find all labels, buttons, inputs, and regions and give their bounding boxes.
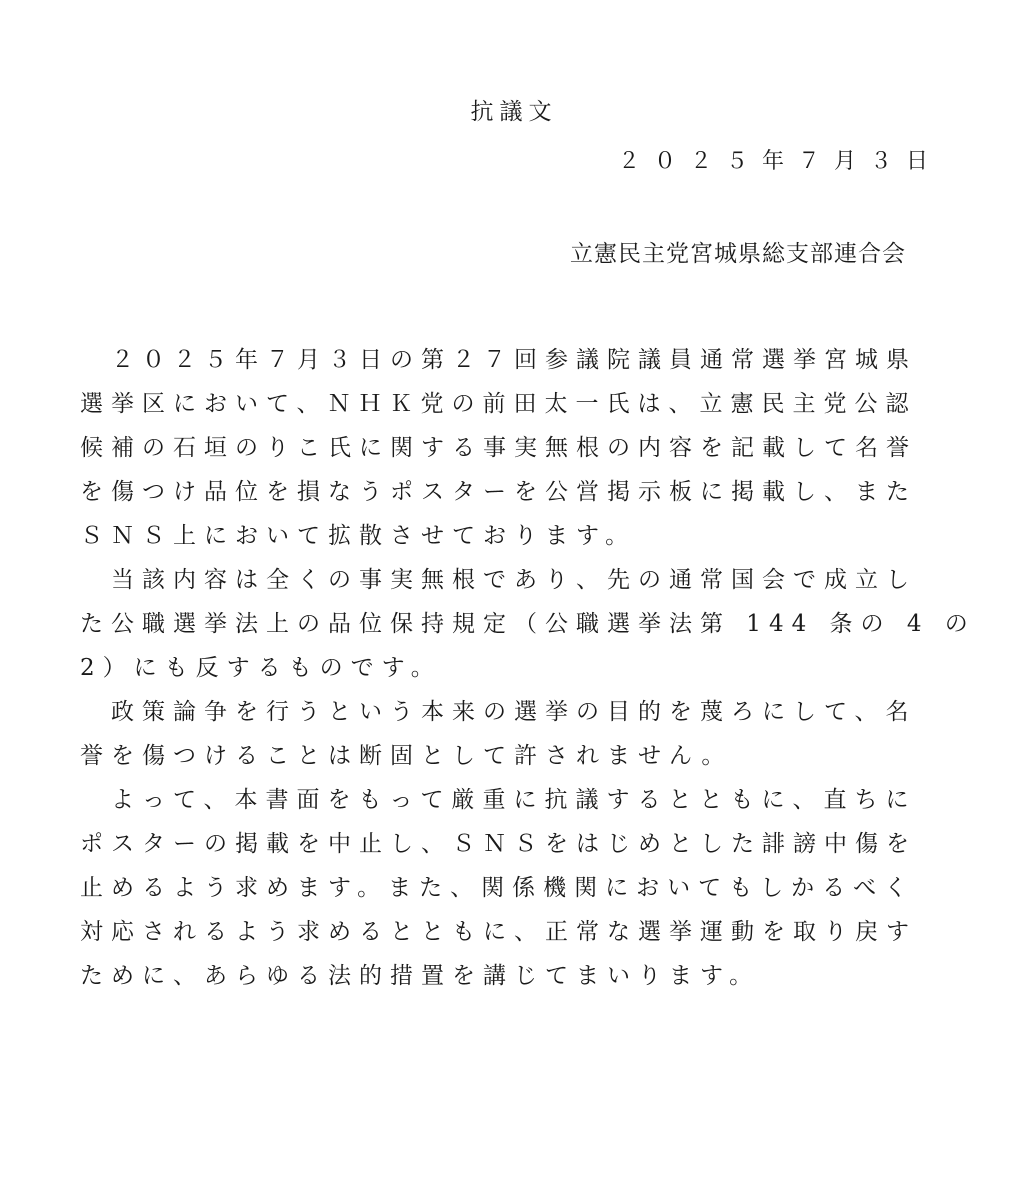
document-body [80,338,976,998]
text-line: 止めるよう求めます。また、関係機関においてもしかるべく [80,875,916,901]
text-line: ２０２５年７月３日の第２７回参議院議員通常選挙宮城県 [80,347,917,373]
text-line: を傷つけ品位を損なうポスターを公営掲示板に掲載し、また [80,479,917,505]
text-line: よって、本書面をもって厳重に抗議するとともに、直ちに [80,787,917,813]
text-line: た公職選挙法上の品位保持規定（公職選挙法第 144 条の 4 の [80,611,976,637]
paragraph-4 [80,778,950,998]
document-title: 抗議文 [470,99,558,125]
text-line: 2）にも反するものです。 [80,655,442,681]
text-line: ポスターの掲載を中止し、ＳＮＳをはじめとした誹謗中傷を [80,831,917,857]
text-line: 誉を傷つけることは断固として許されません。 [80,743,733,769]
text-line: 候補の石垣のりこ氏に関する事実無根の内容を記載して名誉 [80,435,917,461]
text-line: 政策論争を行うという本来の選挙の目的を蔑ろにして、名 [80,699,917,725]
issuing-organization: 立憲民主党宮城県総支部連合会 [570,241,906,267]
text-line: 対応されるよう求めるとともに、正常な選挙運動を取り戻す [80,919,917,945]
text-line: ＳＮＳ上において拡散させております。 [80,523,637,549]
text-line: ために、あらゆる法的措置を講じてまいります。 [80,963,761,989]
text-line: 当該内容は全くの事実無根であり、先の通常国会で成立し [80,567,917,593]
paragraph-1 [80,338,950,558]
document-date: ２０２５年７月３日 [617,149,942,174]
paragraph-2 [80,558,976,690]
text-line: 選挙区において、ＮＨＫ党の前田太一氏は、立憲民主党公認 [80,391,917,417]
paragraph-3 [80,690,950,778]
